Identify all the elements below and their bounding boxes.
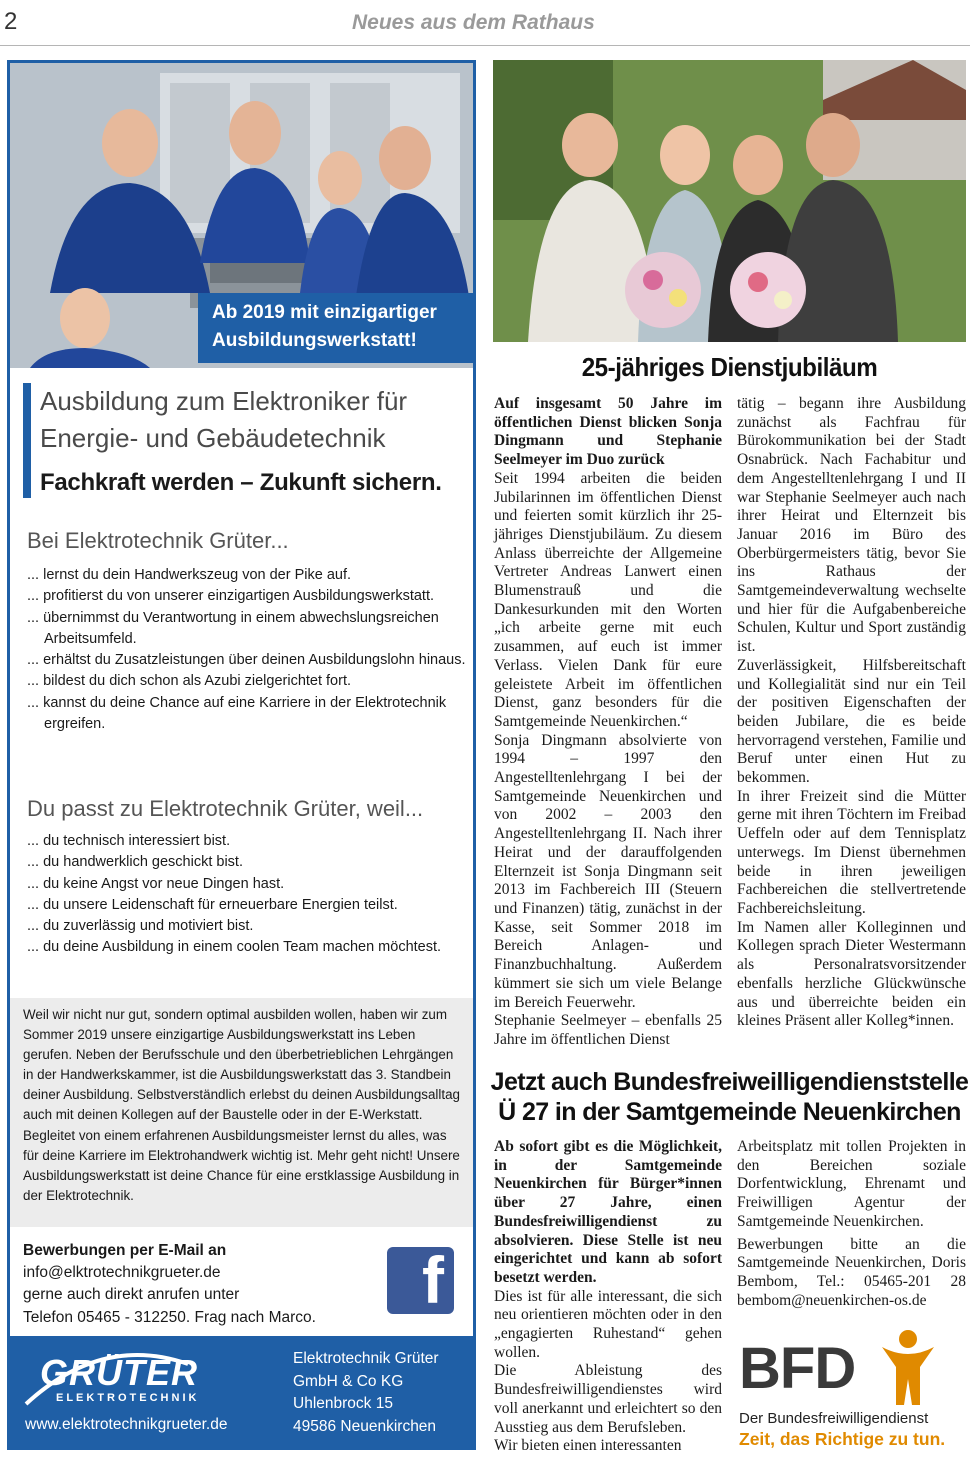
facebook-glyph: f: [422, 1243, 444, 1317]
article2-paragraph: Die Ableistung des Bundesfreiwilligendienstes wird voll anerkannt und erleichtert so den Ausstieg aus dem Berufsleben.: [494, 1362, 722, 1436]
list-item: ... bildest du dich schon als Azubi zielgerichtet fort.: [27, 673, 352, 690]
list-item: ... lernst du dein Handwerkszeug von der Pike auf.: [27, 567, 352, 583]
article1-column-1: [494, 395, 722, 1050]
section2-title: Du passt zu Elektrotechnik Grüter, weil...: [27, 796, 424, 821]
article1-paragraph: Seit 1994 arbeiten die beiden Jubilarinnen im öffentlichen Dienst und feierten somit kürzlich ihr 25-jähriges Dienstjubiläum. Zu diesem Anlass überreichte der Allgemeine Vertreter Andreas Lanwert einen Blumenstrauß und die Dankesurkunden mit den Worten „ich arbeite gerne mit euch zusammen, auf euch ist immer Verlass. Vielen Dank für eure geleistete Arbeit im öffentlichen Dienst, ganz besonders für die Samtgemeinde Neuenkirchen.“: [494, 469, 722, 730]
ad-contact: [23, 1240, 373, 1329]
address-line: GmbH & Co KG: [293, 1372, 404, 1390]
bfd-tagline-2: Zeit, das Richtige zu tun.: [739, 1429, 946, 1449]
bfd-tagline-1: Der Bundesfreiwilligendienst: [739, 1410, 929, 1427]
gruter-logo-sub: ELEKTROTECHNIK: [56, 1392, 200, 1404]
address-line: Elektrotechnik Grüter: [293, 1350, 439, 1367]
contact-email[interactable]: info@elktrotechnikgrueter.de: [23, 1264, 221, 1282]
article1-paragraph: In ihrer Freizeit sind die Mütter gerne mit ihren Töchtern im Freibad Ueffeln oder auf dem Tennisplatz unterwegs. Im Dienst übernehmen beide in ihren jeweiligen Fachbereichen die stellvertretende Fachbereichsleitung.: [737, 787, 966, 917]
section1-title: Bei Elektrotechnik Grüter...: [27, 528, 289, 553]
article1-column-2: [737, 395, 966, 1031]
company-address: [293, 1348, 439, 1438]
article2-title-line-1: Jetzt auch Bundesfreiweilligendienststelle: [490, 1068, 969, 1096]
article2-title-line-2: Ü 27 in der Samtgemeinde Neuenkirchen: [498, 1098, 961, 1126]
page-number: 2: [4, 8, 18, 35]
section1-list: [27, 565, 467, 735]
list-item: ... du keine Angst vor neue Dingen hast.: [27, 875, 285, 892]
article1-paragraph: Zuverlässigkeit, Hilfsbereitschaft und Kollegialität sind nur ein Teil der positiven Eigenschaften der beiden Jubilare, die es beide hervorragend verstehen, Familie und Beruf unter einen Hut zu bekommen.: [737, 656, 966, 787]
article2-paragraph: Arbeitsplatz mit tollen Projekten in den Bereichen soziale Dorfentwicklung, Ehrenamt und Freiwilligen Agentur der Samtgemeinde Neuenkirchen.: [737, 1138, 966, 1230]
article2-contact: Bewerbungen bitte an die Samtgemeinde Neuenkirchen, Doris Bembom, Tel.: 05465-201 28 bembom@neuenkirchen-os.de: [737, 1235, 966, 1309]
article2-title: [489, 1067, 970, 1127]
ad-subheadline: Fachkraft werden – Zukunft sichern.: [40, 469, 442, 496]
page-header: [0, 0, 970, 46]
list-item: ... kannst du deine Chance auf eine Karriere in der Elektrotechnik ergreifen.: [27, 694, 447, 733]
banner-line-1: Ab 2019 mit einzigartiger: [212, 302, 437, 323]
article1-paragraph: Sonja Dingmann absolvierte von 1994 – 1997 den Angestelltenlehrgang I bei der Samtgemeinde Neuenkirchen und von 2002 – 2003 den Angestelltenlehrgang II. Nach ihrer Heirat und der darauffolgenden Elternzeit ist Sonja Dingmann seit 2013 im Fachbereich III (Steuern und Finanzen) tätig, zunächst in der Kasse, seit Sommer 2018 im Bereich Anlagen- und Finanzbuchhaltung. Außerdem kümmert sie sich um viele Belange im Bereich Feuerwehr.: [494, 731, 722, 1011]
article1-paragraph: tätig – begann ihre Ausbildung zunächst als Fachfrau für Bürokommunikation bei der Stadt Osnabrück. Nach Fachabitur und dem Angestelltenlehrgang I und II war Stephanie Seelmeyer auch nach ihrer Heirat und Elternzeit bis Januar 2016 im Büro des Oberbürgermeisters tätig, bevor Sie ins Rathaus der Samtgemeindeverwaltung wechselte und hier für die Aufgabenbereiche Schulen, Kultur und Sport zuständig ist.: [737, 395, 966, 656]
headline-accent-bar: [23, 383, 31, 498]
list-item: ... du handwerklich geschickt bist.: [27, 854, 243, 871]
contact-call-line: gerne auch direkt anrufen unter: [23, 1286, 240, 1304]
bfd-logo: BFD: [739, 1336, 856, 1401]
article1-paragraph: Im Namen aller Kolleginnen und Kollegen sprach Dieter Westermann als Personalratsvorsitzender ebenfalls herzliche Glückwünsche aus und überreichte beiden ein kleines Präsent aller Kolleg*innen.: [737, 918, 966, 1030]
address-line: 49586 Neuenkirchen: [293, 1417, 437, 1435]
list-item: ... du unsere Leidenschaft für erneuerbare Energien teilst.: [27, 896, 398, 913]
contact-phone: Telefon 05465 - 312250. Frag nach Marco.: [23, 1308, 316, 1326]
address-line: Uhlenbrock 15: [293, 1395, 393, 1412]
banner-line-2: Ausbildungswerkstatt!: [212, 330, 417, 351]
article1-lead: Auf insgesamt 50 Jahre im öffentlichen Dienst blicken Sonja Dingmann und Stephanie Seelmeyer im Duo zurück: [494, 395, 722, 469]
ad-footer: [10, 1336, 473, 1447]
company-website[interactable]: www.elektrotechnikgrueter.de: [25, 1416, 228, 1433]
article2-paragraph: Wir bieten einen interessanten: [494, 1437, 682, 1455]
list-item: ... profitierst du von unserer einzigartigen Ausbildungswerkstatt.: [27, 588, 435, 605]
contact-title: Bewerbungen per E-Mail an: [23, 1242, 227, 1259]
list-item: ... du zuverlässig und motiviert bist.: [27, 918, 254, 935]
list-item: ... du deine Ausbildung in einem coolen Team machen möchtest.: [27, 939, 442, 956]
ad-info-text: Weil wir nicht nur gut, sondern optimal ausbilden wollen, haben wir zum Sommer 2019 unsere einzigartige Ausbildungswerkstatt ins Leben gerufen. Neben der Berufsschule und den überbetrieblichen Lehrgängen in der Handwerkskammer, ist die Ausbildungswerkstatt das 3. Standbein deiner Ausbildung. Selbstverständlich erlebst du deinen Ausbildungsalltag auch mit deinen Kollegen auf der Baustelle oder in der E-Werkstatt. Begleitet von einem erfahrenen Ausbildungsmeister lernst du alles, was für deine Karriere im Elektrohandwerk wichtig ist. Mehr geht nicht! Unsere Ausbildungswerkstatt ist deine Chance für eine erstklassige Ausbildung in der Elektrotechnik.: [10, 998, 473, 1227]
bfd-logo-block: [737, 1327, 966, 1455]
article2-column-2: [737, 1138, 966, 1310]
list-item: ... erhältst du Zusatzleistungen über deinen Ausbildungslohn hinaus.: [27, 652, 466, 669]
section2-list: [27, 831, 467, 959]
jubilee-photo: [493, 60, 966, 342]
list-item: ... übernimmst du Verantwortung in einem abwechslungsreichen Arbeitsumfeld.: [27, 609, 439, 647]
ad-headline-line-1: Ausbildung zum Elektroniker für: [40, 386, 408, 416]
article1-paragraph: Stephanie Seelmeyer – ebenfalls 25 Jahre im öffentlichen Dienst: [494, 1012, 722, 1048]
article2-lead: Ab sofort gibt es die Möglichkeit, in der Samtgemeinde Neuenkirchen für Bürger*innen über 27 Jahre, einen Bundesfreiwilligendienst zu absolvieren. Diese Stelle ist neu eingerichtet und kann ab sofort besetzt werden.: [494, 1138, 722, 1286]
article2-column-1: [494, 1138, 722, 1456]
ad-headline-line-2: Energie- und Gebäudetechnik: [40, 423, 386, 453]
article1-title: 25-jähriges Dienstjubiläum: [581, 352, 878, 382]
article2-paragraph: Dies ist für alle interessant, die sich neu orientieren möchten oder in den „engagierten Ruhestand“ gehen wollen.: [494, 1287, 722, 1361]
list-item: ... du technisch interessiert bist.: [27, 833, 231, 849]
bfd-figure-icon: [872, 1327, 942, 1407]
ad-headline: [40, 383, 465, 457]
training-workshop-banner: [198, 293, 473, 363]
gruter-advertisement: [7, 60, 476, 1450]
section-title: Neues aus dem Rathaus: [352, 11, 595, 34]
gruter-logo: GRÜTER: [40, 1352, 198, 1393]
facebook-icon[interactable]: [387, 1243, 454, 1317]
